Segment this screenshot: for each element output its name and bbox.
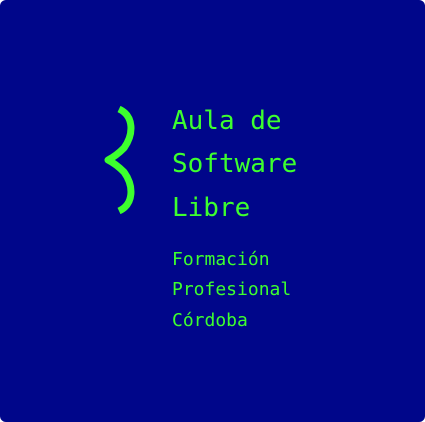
subtitle-line-2: Profesional (172, 279, 292, 300)
curly-brace-shape (108, 109, 131, 211)
title-line-1: Aula de (172, 106, 282, 136)
curly-brace-icon (104, 104, 144, 216)
subtitle-line-1: Formación (172, 249, 270, 270)
title-line-2: Software (172, 149, 298, 179)
title-line-3: Libre (172, 193, 251, 223)
subtitle-line-3: Córdoba (172, 310, 248, 331)
